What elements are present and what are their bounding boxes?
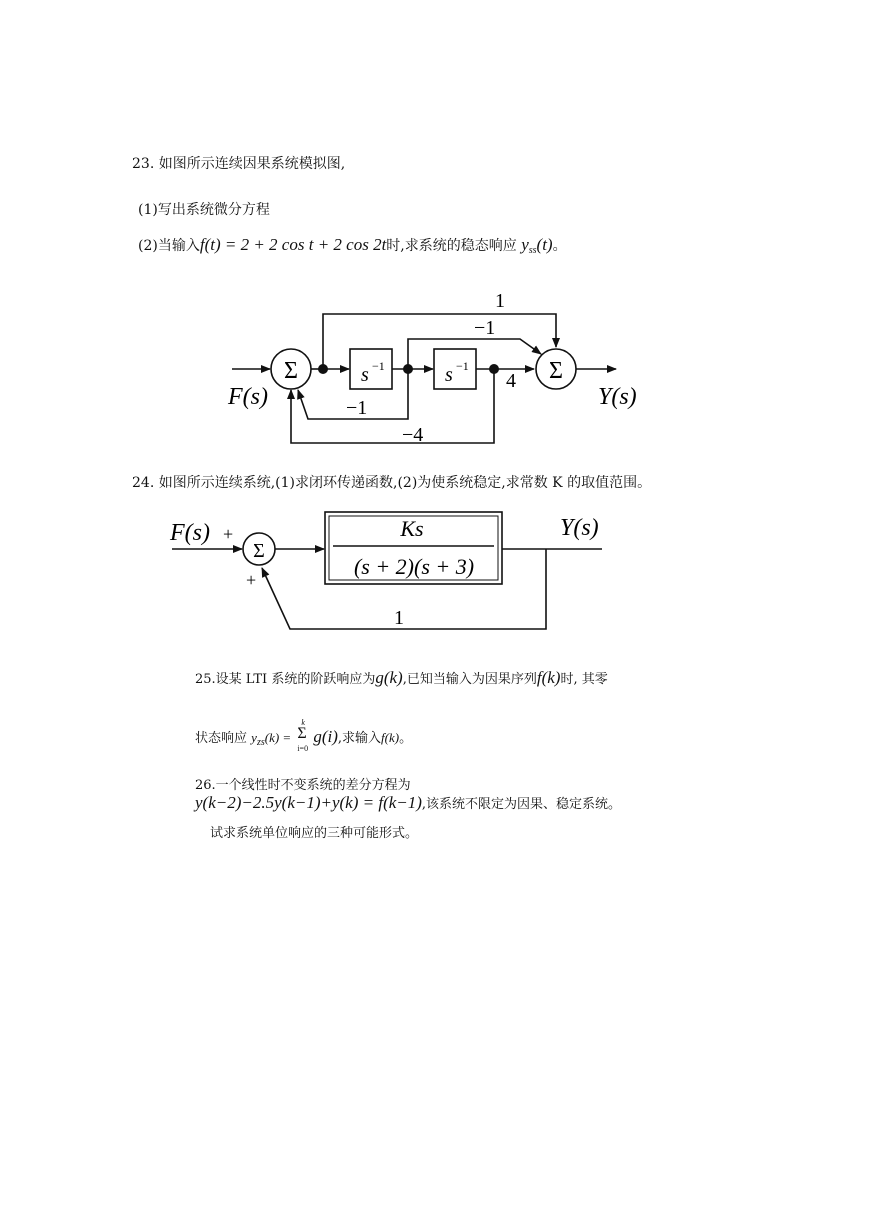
output-label: Y(s) bbox=[598, 384, 637, 410]
q25-y-arg: (k) = bbox=[264, 730, 292, 745]
block-1-exponent: −1 bbox=[372, 359, 385, 373]
plus-bottom: + bbox=[246, 570, 257, 590]
q25-line2-end: 。 bbox=[399, 731, 413, 746]
q25-line2-prefix: 状态响应 bbox=[195, 731, 248, 746]
tf-numerator: Ks bbox=[400, 516, 424, 541]
q26-line1: 26.一个线性时不变系统的差分方程为 bbox=[195, 778, 411, 793]
block-2-s: s bbox=[445, 364, 453, 386]
input-label-2: F(s) bbox=[170, 520, 210, 546]
plus-top: + bbox=[223, 524, 234, 544]
q25-prefix: 25.设某 LTI 系统的阶跃响应为 bbox=[195, 672, 376, 687]
q23-part2-prefix: (2)当输入 bbox=[138, 238, 200, 254]
q25-line1 bbox=[195, 668, 608, 688]
output-label-2: Y(s) bbox=[560, 515, 599, 541]
summer-2-symbol: Σ bbox=[549, 358, 563, 384]
gain-mid-label: −1 bbox=[474, 317, 496, 339]
q25-sum-bottom: i=0 bbox=[297, 744, 309, 753]
gain-4-label: 4 bbox=[506, 370, 516, 392]
q25-end: 时, 其零 bbox=[560, 672, 608, 687]
block-1-s: s bbox=[361, 364, 369, 386]
q25-y: y bbox=[251, 730, 257, 745]
q25-y-sub: zs bbox=[256, 737, 265, 748]
q23-yss-arg: (t) bbox=[536, 235, 553, 254]
feedback-1-label: −1 bbox=[346, 397, 368, 419]
feedback-gain-label: 1 bbox=[394, 607, 404, 629]
q25-line2-mid: ,求输入 bbox=[337, 731, 382, 746]
q25-g: g(k) bbox=[375, 668, 403, 687]
q23-input-formula: f(t) = 2 + 2 cos t + 2 cos 2t bbox=[199, 235, 387, 254]
q25-f: f(k) bbox=[536, 668, 561, 687]
q23-part1: (1)写出系统微分方程 bbox=[138, 202, 270, 218]
tf-denominator: (s + 2)(s + 3) bbox=[353, 554, 475, 579]
q26-equation: y(k−2)−2.5y(k−1)+y(k) = f(k−1) bbox=[195, 793, 422, 812]
input-label: F(s) bbox=[228, 384, 268, 410]
q26-line3: 试求系统单位响应的三种可能形式。 bbox=[210, 826, 419, 841]
q25-line2 bbox=[195, 718, 413, 753]
summer-3-symbol: Σ bbox=[253, 540, 265, 562]
q25-sum bbox=[295, 718, 313, 753]
q25-gi: g(i) bbox=[313, 727, 338, 746]
q25-line2-f: f(k) bbox=[381, 730, 400, 745]
q26-line2 bbox=[195, 793, 621, 813]
q25-mid: ,已知当输入为因果序列 bbox=[402, 672, 537, 687]
feedback-2-label: −4 bbox=[402, 424, 424, 446]
summer-1-symbol: Σ bbox=[284, 358, 298, 384]
q23-yss: y bbox=[521, 235, 529, 254]
q25-sum-top: k bbox=[301, 718, 305, 727]
q25-sum-symbol: Σ bbox=[297, 725, 307, 742]
block-2-exponent: −1 bbox=[456, 359, 469, 373]
q23-part2-mid: 时,求系统的稳态响应 bbox=[386, 238, 517, 254]
q23-part2-end: 。 bbox=[552, 238, 567, 254]
q26-line2-suffix: ,该系统不限定为因果、稳定系统。 bbox=[421, 797, 622, 812]
q24-title: 24. 如图所示连续系统,(1)求闭环传递函数,(2)为使系统稳定,求常数 K 的取值范围。 bbox=[132, 475, 652, 491]
gain-top-label: 1 bbox=[495, 290, 505, 312]
q23-yss-sub: ss bbox=[528, 245, 537, 256]
q23-title: 23. 如图所示连续因果系统模拟图, bbox=[132, 156, 346, 172]
